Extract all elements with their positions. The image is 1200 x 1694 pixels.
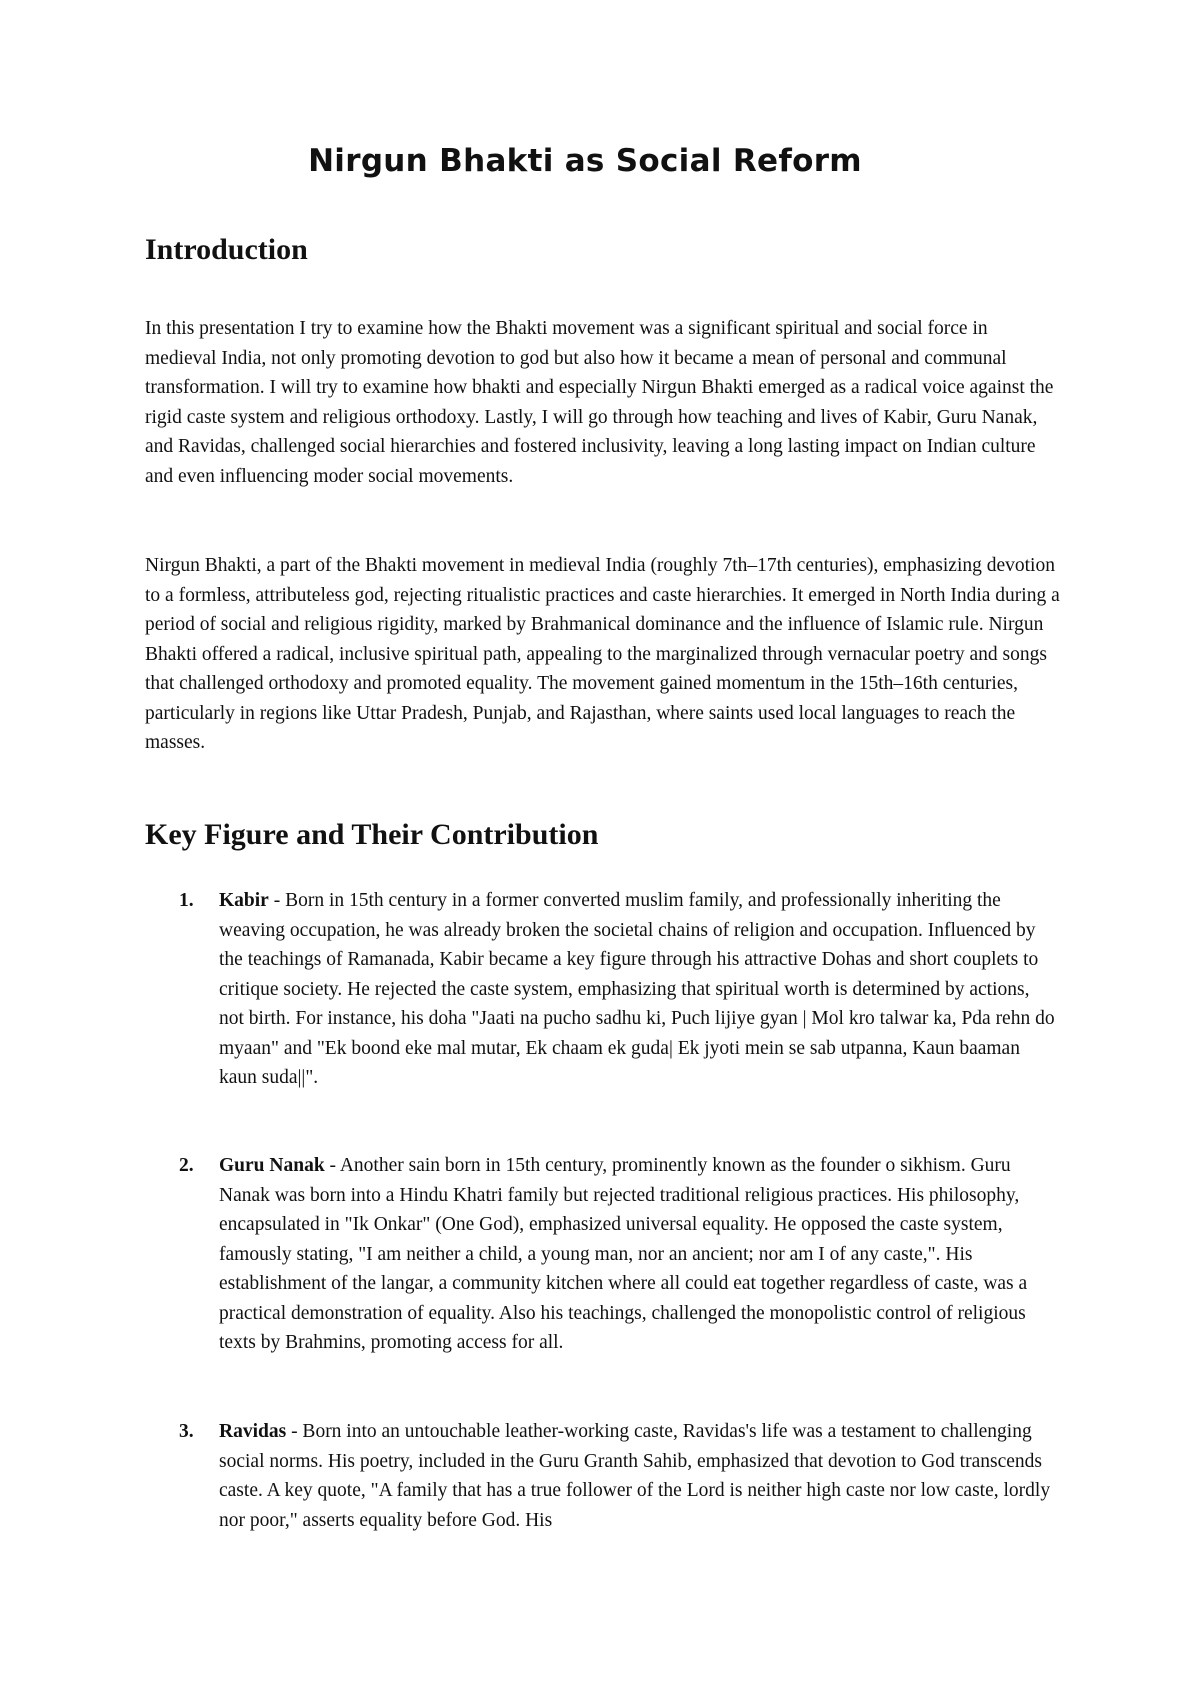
list-item-body (219, 886, 1059, 1093)
list-item-number: 3. (179, 1421, 194, 1442)
list-item-body (219, 1417, 1059, 1535)
list-item-guru-nanak (145, 1151, 1060, 1358)
list-item-number: 1. (179, 890, 194, 911)
figure-name-guru-nanak: Guru Nanak (219, 1155, 325, 1176)
figure-description-ravidas: - Born into an untouchable leather-working caste, Ravidas's life was a testament to challenging social norms. His poetry, included in the Guru Granth Sahib, emphasized that devotion to God transcends caste. A key quote, "A family that has a true follower of the Lord is neither high caste nor low caste, lordly nor poor," asserts equality before God. His (219, 1421, 1051, 1531)
list-item-ravidas (145, 1417, 1060, 1535)
introduction-heading: Introduction (145, 233, 308, 266)
figure-description-kabir: - Born in 15th century in a former converted muslim family, and professionally inheriting the weaving occupation, he was already broken the societal chains of religion and occupation. Influenced by the teachings of Ramanada, Kabir became a key figure through his attractive Dohas and short couplets to critique society. He rejected the caste system, emphasizing that spiritual worth is determined by actions, not birth. For instance, his doha "Jaati na pucho sadhu ki, Puch lijiye gyan | Mol kro talwar ka, Pda rehn do myaan" and "Ek boond eke mal mutar, Ek chaam ek guda| Ek jyoti mein se sab utpanna, Kaun baaman kaun suda||". (219, 890, 1055, 1088)
figure-name-kabir: Kabir (219, 890, 269, 911)
list-item-kabir (145, 886, 1060, 1093)
figure-name-ravidas: Ravidas (219, 1421, 287, 1442)
list-item-number: 2. (179, 1155, 194, 1176)
document-title: Nirgun Bhakti as Social Reform (308, 143, 862, 179)
introduction-paragraph-2: Nirgun Bhakti, a part of the Bhakti movement in medieval India (roughly 7th–17th centuries), emphasizing devotion to a formless, attributeless god, rejecting ritualistic practices and caste hierarchies. It emerged in North India during a period of social and religious rigidity, marked by Brahmanical dominance and the influence of Islamic rule. Nirgun Bhakti offered a radical, inclusive spiritual path, appealing to the marginalized through vernacular poetry and songs that challenged orthodoxy and promoted equality. The movement gained momentum in the 15th–16th centuries, particularly in regions like Uttar Pradesh, Punjab, and Rajasthan, where saints used local languages to reach the masses. (145, 555, 1060, 753)
list-item-body (219, 1151, 1059, 1358)
introduction-paragraph-1: In this presentation I try to examine how the Bhakti movement was a significant spiritual and social force in medieval India, not only promoting devotion to god but also how it became a mean of personal and communal transformation. I will try to examine how bhakti and especially Nirgun Bhakti emerged as a radical voice against the rigid caste system and religious orthodoxy. Lastly, I will go through how teaching and lives of Kabir, Guru Nanak, and Ravidas, challenged social hierarchies and fostered inclusivity, leaving a long lasting impact on Indian culture and even influencing moder social movements. (145, 318, 1054, 487)
figure-description-guru-nanak: - Another sain born in 15th century, prominently known as the founder o sikhism. Guru Nanak was born into a Hindu Khatri family but rejected traditional religious practices. His philosophy, encapsulated in "Ik Onkar" (One God), emphasized universal equality. He opposed the caste system, famously stating, "I am neither a child, a young man, nor an ancient; nor am I of any caste,". His establishment of the langar, a community kitchen where all could eat together regardless of caste, was a practical demonstration of equality. Also his teachings, challenged the monopolistic control of religious texts by Brahmins, promoting access for all. (219, 1155, 1028, 1353)
key-figures-heading: Key Figure and Their Contribution (145, 818, 599, 851)
